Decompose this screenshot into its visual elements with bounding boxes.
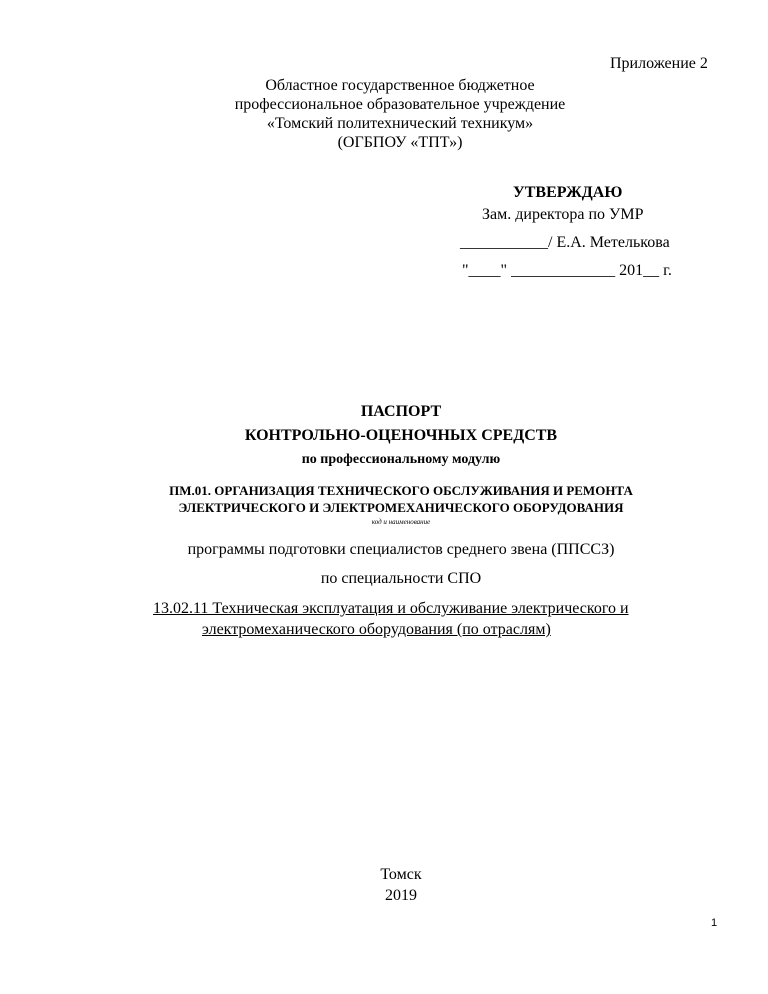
approval-position: Зам. директора по УМР	[482, 206, 644, 223]
institution-line-2: профессиональное образовательное учреждение	[234, 96, 566, 113]
module-intro: по профессиональному модулю	[301, 452, 501, 467]
institution-line-1: Областное государственное бюджетное	[265, 77, 535, 94]
page-number: 1	[711, 917, 718, 929]
approval-signature-line: ___________/ Е.А. Метелькова	[460, 234, 670, 251]
footer-city: Томск	[380, 866, 422, 883]
specialty-line-2: электромеханического оборудования (по отраслям)	[202, 621, 551, 638]
passport-title: ПАСПОРТ	[360, 403, 442, 420]
specialty-intro: по специальности СПО	[320, 570, 482, 587]
specialty-line-1: 13.02.11 Техническая эксплуатация и обслуживание электрического и	[153, 600, 629, 617]
approval-date-line: "____" _____________ 201__ г.	[462, 262, 672, 279]
program-line: программы подготовки специалистов среднего звена (ППССЗ)	[187, 541, 615, 558]
module-title-line-2: ЭЛЕКТРИЧЕСКОГО И ЭЛЕКТРОМЕХАНИЧЕСКОГО ОБОРУДОВАНИЯ	[178, 500, 624, 515]
code-note: код и наименование	[371, 518, 431, 526]
institution-line-3: «Томский политехнический техникум»	[266, 115, 534, 132]
passport-subtitle: КОНТРОЛЬНО-ОЦЕНОЧНЫХ СРЕДСТВ	[244, 427, 558, 444]
footer-year: 2019	[385, 887, 417, 904]
module-title-line-1: ПМ.01. ОРГАНИЗАЦИЯ ТЕХНИЧЕСКОГО ОБСЛУЖИВАНИЯ И РЕМОНТА	[169, 483, 633, 498]
institution-line-4: (ОГБПОУ «ТПТ»)	[337, 134, 463, 151]
annex-label: Приложение 2	[610, 55, 708, 72]
approval-title: УТВЕРЖДАЮ	[513, 184, 623, 201]
